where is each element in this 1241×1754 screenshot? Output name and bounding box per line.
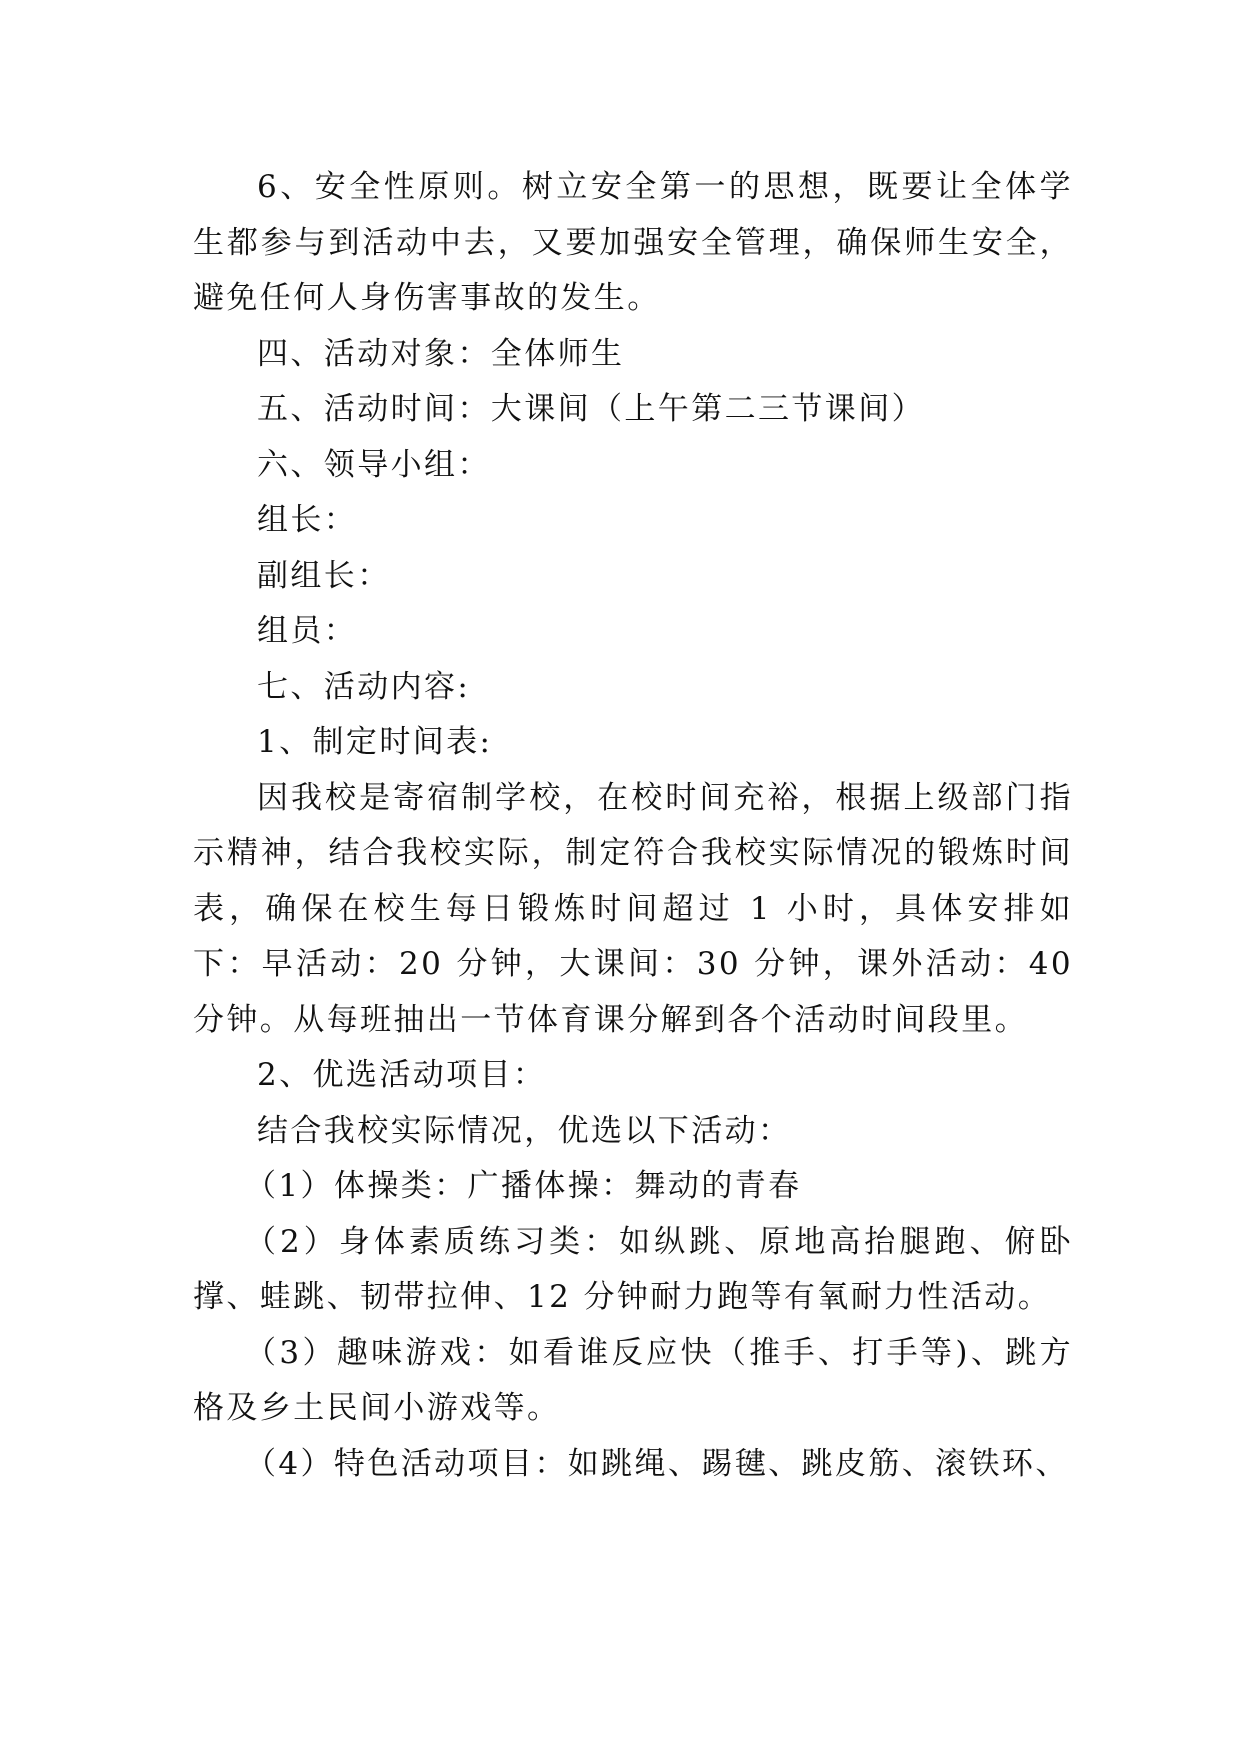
paragraph-leadership-group: 六、领导小组： <box>257 446 491 483</box>
paragraph-safety-principle: 6、安全性原则。树立安全第一的思想，既要让全体学生都参与到活动中去，又要加强安全管理，确保师生安全，避免任何人身伤害事故的发生。 <box>193 169 1073 316</box>
paragraph-select-activities-intro: 结合我校实际情况，优选以下活动： <box>257 1112 792 1149</box>
paragraph-activity-content: 七、活动内容: <box>257 668 471 705</box>
list-item-fitness: （2）身体素质练习类：如纵跳、原地高抬腿跑、俯卧撑、蛙跳、韧带拉伸、12 分钟耐力跑等有氧耐力性活动。 <box>193 1223 1073 1315</box>
list-item-special-activities: （4）特色活动项目：如跳绳、踢毽、跳皮筋、滚铁环、 <box>245 1445 1069 1482</box>
paragraph-members: 组员： <box>257 613 358 649</box>
paragraph-group-leader: 组长： <box>257 502 358 538</box>
paragraph-timetable-heading: 1、制定时间表: <box>257 724 493 760</box>
list-item-fun-games: （3）趣味游戏：如看谁反应快（推手、打手等)、跳方格及乡土民间小游戏等。 <box>193 1334 1073 1426</box>
paragraph-activity-time: 五、活动时间：大课间（上午第二三节课间） <box>257 391 925 427</box>
paragraph-timetable-detail: 因我校是寄宿制学校，在校时间充裕，根据上级部门指示精神，结合我校实际，制定符合我校实际情况的锻炼时间表，确保在校生每日锻炼时间超过 1 小时，具体安排如下：早活动：20 分钟，大课间：30 分钟，课外活动：40 分钟。从每班抽出一节体育课分解到各个活动时间段里。 <box>193 779 1073 1038</box>
list-item-gymnastics: （1）体操类：广播体操：舞动的青春 <box>245 1168 802 1204</box>
paragraph-activity-target: 四、活动对象：全体师生 <box>257 335 625 372</box>
document-body <box>193 160 1073 1492</box>
paragraph-select-activities-heading: 2、优选活动项目： <box>257 1057 547 1093</box>
paragraph-deputy-leader: 副组长： <box>257 557 391 594</box>
